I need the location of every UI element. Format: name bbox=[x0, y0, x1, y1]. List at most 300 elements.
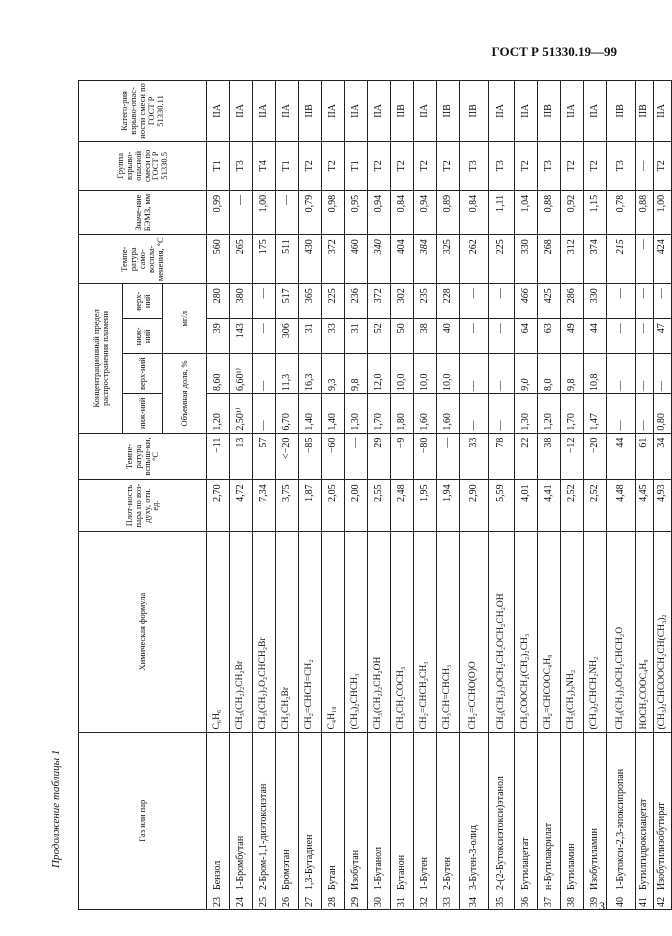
cell-temp-group: T2 bbox=[561, 141, 584, 190]
gas-name: Бутилгидроксиацетат bbox=[638, 798, 650, 890]
row-number: 23 bbox=[211, 897, 223, 907]
cell-upper-vol: — bbox=[253, 354, 276, 394]
gas-name: 1-Бутокси-2,3-эпоксипропан bbox=[614, 768, 626, 890]
cell-autoignition: 430 bbox=[299, 235, 322, 284]
cell-lower-vol: 1,40 bbox=[299, 393, 322, 433]
cell-temp-group: T2 bbox=[437, 141, 460, 190]
cell-upper-mass: 235 bbox=[414, 284, 437, 319]
cell-upper-vol: — bbox=[636, 354, 654, 394]
table-container bbox=[78, 80, 668, 910]
cell-lower-vol: 1,47 bbox=[584, 393, 607, 433]
gas-name: 1,3-Бутадиен bbox=[303, 834, 315, 890]
cell-gas-name bbox=[207, 732, 230, 909]
cell-upper-vol: 10,0 bbox=[391, 354, 414, 394]
cell-lower-mass: 40 bbox=[437, 319, 460, 354]
cell-temp-group: T3 bbox=[460, 141, 489, 190]
gas-name: 3-Бутен-3-олид bbox=[467, 825, 479, 890]
cell-temp-group: T1 bbox=[207, 141, 230, 190]
cell-upper-vol: 8,0 bbox=[538, 354, 561, 394]
row-number: 37 bbox=[542, 897, 554, 907]
col-header-formula: Химическая формула bbox=[79, 531, 207, 732]
cell-gas-name bbox=[253, 732, 276, 909]
row-number: 25 bbox=[257, 897, 269, 907]
gas-name: Бромэтан bbox=[280, 849, 292, 890]
cell-lower-mass: — bbox=[253, 319, 276, 354]
cell-density: 2,00 bbox=[345, 480, 368, 531]
cell-lower-mass: 143 bbox=[230, 319, 253, 354]
cell-lower-mass: — bbox=[636, 319, 654, 354]
cell-gas-name bbox=[276, 732, 299, 909]
cell-mesg: 0,94 bbox=[414, 190, 437, 234]
cell-lower-vol: 1,80 bbox=[391, 393, 414, 433]
cell-lower-mass: — bbox=[489, 319, 515, 354]
cell-density: 2,90 bbox=[460, 480, 489, 531]
cell-density: 7,34 bbox=[253, 480, 276, 531]
cell-upper-vol: — bbox=[489, 354, 515, 394]
cell-formula: CH₃CH₂Br bbox=[276, 531, 299, 732]
cell-upper-mass: 286 bbox=[561, 284, 584, 319]
table-row bbox=[414, 81, 437, 910]
cell-lower-mass: 64 bbox=[515, 319, 538, 354]
col-header-lower-vol: ниж-ний bbox=[123, 393, 163, 433]
cell-gas-name bbox=[414, 732, 437, 909]
cell-upper-vol: 10,0 bbox=[414, 354, 437, 394]
cell-gas-name bbox=[345, 732, 368, 909]
cell-temp-group: T2 bbox=[391, 141, 414, 190]
cell-formula: CH₃CH₂COCH₃ bbox=[391, 531, 414, 732]
row-number: 31 bbox=[395, 897, 407, 907]
cell-flash-point: −11 bbox=[207, 433, 230, 480]
cell-mesg: 1,00 bbox=[654, 190, 672, 234]
cell-gas-name bbox=[230, 732, 253, 909]
cell-density: 2,05 bbox=[322, 480, 345, 531]
cell-autoignition: 424 bbox=[654, 235, 672, 284]
cell-formula: CH₃(CH₂)₃NH₂ bbox=[561, 531, 584, 732]
cell-density: 1,87 bbox=[299, 480, 322, 531]
cell-upper-mass: — bbox=[636, 284, 654, 319]
col-header-density: Плот-ность пара по воз-духу, отн. ед. bbox=[79, 480, 207, 531]
cell-autoignition: 460 bbox=[345, 235, 368, 284]
cell-gas-name bbox=[515, 732, 538, 909]
cell-mesg: 0,79 bbox=[299, 190, 322, 234]
cell-mesg: 0,94 bbox=[368, 190, 391, 234]
gas-name: Бутилацетат bbox=[519, 837, 531, 890]
row-number: 30 bbox=[372, 897, 384, 907]
table-row bbox=[345, 81, 368, 910]
cell-category: IIA bbox=[561, 81, 584, 142]
cell-autoignition: 404 bbox=[391, 235, 414, 284]
gas-name: 1-Бромбутан bbox=[234, 835, 246, 890]
col-header-conc-limits: Концентрационный предел распространения пламени bbox=[79, 284, 123, 433]
cell-upper-vol: 6,60¹⁾ bbox=[230, 354, 253, 394]
cell-lower-vol: — bbox=[636, 393, 654, 433]
cell-category: IIB bbox=[607, 81, 636, 142]
cell-upper-mass: — bbox=[253, 284, 276, 319]
cell-mesg: — bbox=[230, 190, 253, 234]
table-row bbox=[322, 81, 345, 910]
table-caption: Продолжение таблицы 1 bbox=[50, 749, 62, 868]
cell-density: 4,45 bbox=[636, 480, 654, 531]
col-header-mesg: Значе-ние БЭМЗ, мм bbox=[79, 190, 207, 234]
gas-name: 2-Бром-1,1-диэтоксиэтан bbox=[257, 783, 269, 890]
cell-autoignition: 262 bbox=[460, 235, 489, 284]
gas-name: Изобутиламин bbox=[588, 827, 600, 890]
row-number: 27 bbox=[303, 897, 315, 907]
cell-category: IIB bbox=[437, 81, 460, 142]
gas-name: 2-Бутен bbox=[441, 857, 453, 890]
cell-gas-name bbox=[299, 732, 322, 909]
row-number: 38 bbox=[565, 897, 577, 907]
cell-upper-vol: 9,0 bbox=[515, 354, 538, 394]
cell-category: IIB bbox=[636, 81, 654, 142]
cell-temp-group: T2 bbox=[584, 141, 607, 190]
cell-upper-mass: 517 bbox=[276, 284, 299, 319]
cell-autoignition: 372 bbox=[322, 235, 345, 284]
table-row bbox=[654, 81, 672, 910]
cell-autoignition: — bbox=[636, 235, 654, 284]
cell-formula: CH₃(CH₂)₃OCH₂CH₂OCH₂CH₂OH bbox=[489, 531, 515, 732]
cell-upper-vol: 9,8 bbox=[345, 354, 368, 394]
cell-autoignition: 175 bbox=[253, 235, 276, 284]
cell-category: IIA bbox=[368, 81, 391, 142]
cell-formula: CH₃(CH₂)₂CH₂Br bbox=[230, 531, 253, 732]
cell-lower-mass: 47 bbox=[654, 319, 672, 354]
cell-temp-group: — bbox=[636, 141, 654, 190]
cell-upper-mass: — bbox=[607, 284, 636, 319]
cell-lower-vol: — bbox=[460, 393, 489, 433]
row-number: 26 bbox=[280, 897, 292, 907]
cell-mesg: 0,92 bbox=[561, 190, 584, 234]
cell-temp-group: T2 bbox=[299, 141, 322, 190]
cell-gas-name bbox=[460, 732, 489, 909]
cell-mesg: 0,98 bbox=[322, 190, 345, 234]
table-row bbox=[437, 81, 460, 910]
cell-formula: CH₂=CHCOOC₄H₉ bbox=[538, 531, 561, 732]
cell-lower-mass: 50 bbox=[391, 319, 414, 354]
cell-lower-mass: 33 bbox=[322, 319, 345, 354]
cell-category: IIA bbox=[207, 81, 230, 142]
table-row bbox=[460, 81, 489, 910]
cell-autoignition: 265 bbox=[230, 235, 253, 284]
cell-density: 3,75 bbox=[276, 480, 299, 531]
cell-category: IIA bbox=[230, 81, 253, 142]
row-number: 36 bbox=[519, 897, 531, 907]
cell-upper-mass: — bbox=[489, 284, 515, 319]
table-row bbox=[207, 81, 230, 910]
cell-upper-vol: 11,3 bbox=[276, 354, 299, 394]
cell-lower-vol: 1,20 bbox=[207, 393, 230, 433]
cell-gas-name bbox=[489, 732, 515, 909]
col-header-upper-vol: верх-ний bbox=[123, 354, 163, 394]
cell-formula: CH₂=CHCH₂CH₃ bbox=[414, 531, 437, 732]
cell-lower-vol: 1,30 bbox=[345, 393, 368, 433]
cell-autoignition: 330 bbox=[515, 235, 538, 284]
rotated-table-frame bbox=[78, 80, 668, 910]
cell-category: IIA bbox=[414, 81, 437, 142]
cell-gas-name bbox=[561, 732, 584, 909]
table-row bbox=[276, 81, 299, 910]
cell-mesg: 1,00 bbox=[253, 190, 276, 234]
cell-density: 1,95 bbox=[414, 480, 437, 531]
cell-gas-name bbox=[322, 732, 345, 909]
gas-name: 1-Бутанол bbox=[372, 847, 384, 890]
table-row bbox=[230, 81, 253, 910]
cell-formula: C₆H₆ bbox=[207, 531, 230, 732]
col-header-lower-mass: ниж-ний bbox=[123, 319, 163, 354]
cell-flash-point: 44 bbox=[607, 433, 636, 480]
cell-lower-mass: 38 bbox=[414, 319, 437, 354]
cell-density: 4,41 bbox=[538, 480, 561, 531]
cell-flash-point: 29 bbox=[368, 433, 391, 480]
cell-formula: CH₂=CHCH=CH₂ bbox=[299, 531, 322, 732]
cell-category: IIA bbox=[276, 81, 299, 142]
cell-autoignition: 325 bbox=[437, 235, 460, 284]
cell-flash-point: −9 bbox=[391, 433, 414, 480]
cell-flash-point: −80 bbox=[414, 433, 437, 480]
cell-category: IIA bbox=[322, 81, 345, 142]
cell-autoignition: 312 bbox=[561, 235, 584, 284]
col-header-temp-group: Группа взрыво-опасной смеси по ГОСТ Р 51330.5 bbox=[79, 141, 207, 190]
cell-upper-mass: — bbox=[654, 284, 672, 319]
table-row bbox=[489, 81, 515, 910]
cell-upper-mass: 425 bbox=[538, 284, 561, 319]
cell-category: IIB bbox=[299, 81, 322, 142]
cell-formula: CH₃COOCH₂(CH₂)₂CH₃ bbox=[515, 531, 538, 732]
cell-formula: CH₂=CCHO(O)O bbox=[460, 531, 489, 732]
cell-density: 5,59 bbox=[489, 480, 515, 531]
cell-lower-vol: 1,20 bbox=[538, 393, 561, 433]
row-number: 35 bbox=[495, 897, 507, 907]
cell-mesg: 0,89 bbox=[437, 190, 460, 234]
table-caption-container bbox=[50, 90, 70, 880]
gas-name: Изобутан bbox=[349, 849, 361, 890]
cell-category: IIB bbox=[538, 81, 561, 142]
cell-lower-mass: — bbox=[460, 319, 489, 354]
row-number: 32 bbox=[418, 897, 430, 907]
cell-formula: (CH₃)₂CHCH₂NH₂ bbox=[584, 531, 607, 732]
cell-lower-vol: 1,60 bbox=[414, 393, 437, 433]
cell-lower-vol: — bbox=[607, 393, 636, 433]
cell-upper-vol: — bbox=[607, 354, 636, 394]
cell-mesg: 0,88 bbox=[636, 190, 654, 234]
cell-flash-point: 13 bbox=[230, 433, 253, 480]
cell-upper-mass: — bbox=[460, 284, 489, 319]
cell-gas-name bbox=[636, 732, 654, 909]
row-number: 34 bbox=[467, 897, 479, 907]
cell-gas-name bbox=[391, 732, 414, 909]
col-header-autoignition: Темпе-ратура само-воспла-менения, °С bbox=[79, 235, 207, 284]
cell-autoignition: 268 bbox=[538, 235, 561, 284]
gas-name: Бензол bbox=[211, 860, 223, 890]
cell-lower-mass: 31 bbox=[299, 319, 322, 354]
cell-density: 4,48 bbox=[607, 480, 636, 531]
cell-upper-vol: 9,8 bbox=[561, 354, 584, 394]
cell-density: 4,93 bbox=[654, 480, 672, 531]
cell-temp-group: T2 bbox=[654, 141, 672, 190]
page-number: 3 bbox=[599, 899, 605, 913]
col-header-unit-mass: мг/л bbox=[163, 284, 207, 354]
gas-name: Изобутилизобутират bbox=[656, 802, 668, 890]
gas-name: Бутан bbox=[326, 865, 338, 890]
cell-temp-group: T1 bbox=[276, 141, 299, 190]
cell-lower-vol: 1,70 bbox=[561, 393, 584, 433]
cell-lower-vol: 2,50¹⁾ bbox=[230, 393, 253, 433]
cell-density: 2,55 bbox=[368, 480, 391, 531]
cell-mesg: 1,11 bbox=[489, 190, 515, 234]
cell-category: IIB bbox=[460, 81, 489, 142]
cell-lower-mass: 306 bbox=[276, 319, 299, 354]
cell-category: IIA bbox=[253, 81, 276, 142]
cell-lower-vol: 1,40 bbox=[322, 393, 345, 433]
cell-autoignition: 340 bbox=[368, 235, 391, 284]
cell-autoignition: 215 bbox=[607, 235, 636, 284]
cell-mesg: 0,95 bbox=[345, 190, 368, 234]
cell-category: IIA bbox=[654, 81, 672, 142]
cell-lower-vol: — bbox=[489, 393, 515, 433]
cell-gas-name bbox=[368, 732, 391, 909]
cell-temp-group: T2 bbox=[368, 141, 391, 190]
cell-autoignition: 511 bbox=[276, 235, 299, 284]
cell-flash-point: 38 bbox=[538, 433, 561, 480]
table-row bbox=[391, 81, 414, 910]
table-row bbox=[636, 81, 654, 910]
cell-lower-mass: 31 bbox=[345, 319, 368, 354]
cell-flash-point: 22 bbox=[515, 433, 538, 480]
col-header-unit-volume: Объемная доля, % bbox=[163, 354, 207, 433]
cell-lower-mass: 52 bbox=[368, 319, 391, 354]
cell-temp-group: T4 bbox=[253, 141, 276, 190]
cell-flash-point: 61 bbox=[636, 433, 654, 480]
cell-autoignition: 384 bbox=[414, 235, 437, 284]
cell-flash-point: 57 bbox=[253, 433, 276, 480]
cell-upper-vol: 10,0 bbox=[437, 354, 460, 394]
cell-formula: (CH₃)₂CHCH₃ bbox=[345, 531, 368, 732]
cell-lower-vol: 0,80 bbox=[654, 393, 672, 433]
cell-flash-point: −60 bbox=[322, 433, 345, 480]
cell-temp-group: T3 bbox=[607, 141, 636, 190]
cell-formula: CH₃(CH₂)₃OCH₂CHCH₂O bbox=[607, 531, 636, 732]
cell-mesg: 0,84 bbox=[460, 190, 489, 234]
cell-mesg: 1,15 bbox=[584, 190, 607, 234]
cell-upper-mass: 280 bbox=[207, 284, 230, 319]
cell-upper-mass: 380 bbox=[230, 284, 253, 319]
cell-gas-name bbox=[538, 732, 561, 909]
cell-lower-vol: 1,70 bbox=[368, 393, 391, 433]
gas-name: Бутиламин bbox=[565, 843, 577, 890]
col-header-upper-mass: верх-ний bbox=[123, 284, 163, 319]
cell-temp-group: T3 bbox=[538, 141, 561, 190]
cell-lower-vol: 1,60 bbox=[437, 393, 460, 433]
gas-name: Бутанон bbox=[395, 854, 407, 890]
cell-formula: CH₃(CH₂)₂O₂CHCH₂Br bbox=[253, 531, 276, 732]
gas-name: 2-(2-Бутоксиэтокси)этанол bbox=[495, 776, 507, 890]
cell-mesg: 0,99 bbox=[207, 190, 230, 234]
row-number: 24 bbox=[234, 897, 246, 907]
cell-autoignition: 374 bbox=[584, 235, 607, 284]
cell-lower-vol: — bbox=[253, 393, 276, 433]
col-header-gas: Газ или пар bbox=[79, 732, 207, 909]
cell-autoignition: 560 bbox=[207, 235, 230, 284]
cell-upper-mass: 225 bbox=[322, 284, 345, 319]
cell-lower-mass: — bbox=[607, 319, 636, 354]
cell-category: IIB bbox=[391, 81, 414, 142]
cell-lower-mass: 39 bbox=[207, 319, 230, 354]
table-row bbox=[368, 81, 391, 910]
table-row bbox=[607, 81, 636, 910]
cell-density: 4,72 bbox=[230, 480, 253, 531]
cell-upper-mass: 330 bbox=[584, 284, 607, 319]
cell-mesg: — bbox=[276, 190, 299, 234]
cell-density: 2,52 bbox=[584, 480, 607, 531]
cell-flash-point: 34 bbox=[654, 433, 672, 480]
cell-flash-point: <−20 bbox=[276, 433, 299, 480]
cell-upper-vol: — bbox=[460, 354, 489, 394]
table-row bbox=[561, 81, 584, 910]
cell-gas-name bbox=[654, 732, 672, 909]
cell-flash-point: — bbox=[437, 433, 460, 480]
cell-formula: C₄H₁₀ bbox=[322, 531, 345, 732]
row-number: 29 bbox=[349, 897, 361, 907]
cell-temp-group: T2 bbox=[322, 141, 345, 190]
cell-flash-point: 78 bbox=[489, 433, 515, 480]
cell-density: 1,94 bbox=[437, 480, 460, 531]
cell-density: 4,01 bbox=[515, 480, 538, 531]
row-number: 40 bbox=[614, 897, 626, 907]
row-number: 42 bbox=[656, 897, 668, 907]
cell-lower-mass: 63 bbox=[538, 319, 561, 354]
col-header-flash: Темпе-ратура вспыш-ки, °С bbox=[79, 433, 207, 480]
cell-upper-mass: 466 bbox=[515, 284, 538, 319]
cell-upper-vol: 9,3 bbox=[322, 354, 345, 394]
cell-autoignition: 225 bbox=[489, 235, 515, 284]
cell-upper-vol: — bbox=[654, 354, 672, 394]
cell-flash-point: 33 bbox=[460, 433, 489, 480]
cell-flash-point: −85 bbox=[299, 433, 322, 480]
document-code: ГОСТ Р 51330.19—99 bbox=[491, 44, 617, 59]
cell-upper-vol: 16,3 bbox=[299, 354, 322, 394]
cell-flash-point: — bbox=[345, 433, 368, 480]
cell-gas-name bbox=[584, 732, 607, 909]
cell-temp-group: T2 bbox=[515, 141, 538, 190]
cell-mesg: 0,88 bbox=[538, 190, 561, 234]
cell-density: 2,52 bbox=[561, 480, 584, 531]
row-number: 41 bbox=[638, 897, 650, 907]
cell-mesg: 0,78 bbox=[607, 190, 636, 234]
cell-temp-group: T2 bbox=[414, 141, 437, 190]
cell-density: 2,48 bbox=[391, 480, 414, 531]
cell-upper-mass: 228 bbox=[437, 284, 460, 319]
cell-category: IIA bbox=[489, 81, 515, 142]
cell-gas-name bbox=[607, 732, 636, 909]
cell-upper-mass: 236 bbox=[345, 284, 368, 319]
table-row bbox=[515, 81, 538, 910]
cell-formula: CH₃CH=CHCH₃ bbox=[437, 531, 460, 732]
row-number: 39 bbox=[588, 897, 600, 907]
cell-density: 2,70 bbox=[207, 480, 230, 531]
cell-flash-point: −12 bbox=[561, 433, 584, 480]
cell-lower-vol: 6,70 bbox=[276, 393, 299, 433]
cell-temp-group: T3 bbox=[230, 141, 253, 190]
cell-lower-vol: 1,30 bbox=[515, 393, 538, 433]
table-row bbox=[253, 81, 276, 910]
row-number: 28 bbox=[326, 897, 338, 907]
properties-table bbox=[78, 80, 672, 910]
col-header-category: Катего-рия взрыво-опас-ности смеси по ГОСТ Р 51330.11 bbox=[79, 81, 207, 142]
cell-gas-name bbox=[437, 732, 460, 909]
cell-category: IIA bbox=[345, 81, 368, 142]
cell-category: IIA bbox=[584, 81, 607, 142]
cell-formula: CH₃(CH₂)₂CH₂OH bbox=[368, 531, 391, 732]
